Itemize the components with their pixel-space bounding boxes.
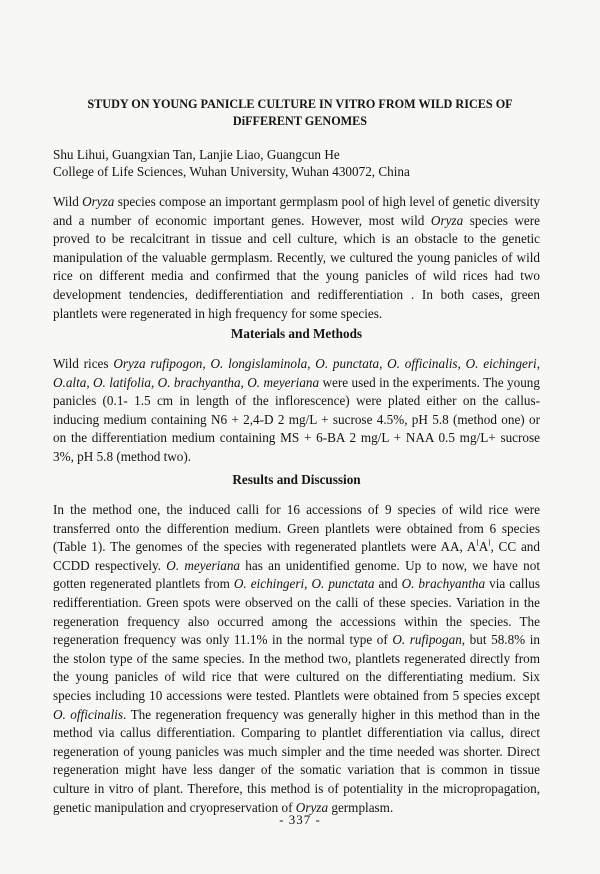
genome-superscript: l — [488, 538, 491, 548]
species-name: O. rufipogan — [392, 632, 462, 648]
title-line-2: DiFFERENT GENOMES — [232, 114, 368, 128]
results-text: has an unidentified genome. Up to now, we have not gotten regenerated plantlets from — [53, 557, 540, 592]
results-text: via callus redifferentiation. Green spots were observed on the calli of these species. Variation in the regeneration frequency also occurred among the accessions within the species. The regeneration frequency was only 11.1% in the normal type of — [53, 576, 540, 648]
species-name: O. meyeriana — [166, 557, 241, 573]
author-affiliation: College of Life Sciences, Wuhan University, Wuhan 430072, China — [53, 164, 410, 179]
abstract-text: species were proved to be recalcitrant in tissue and cell culture, which is an obstacle to the genetic manipulation of the valuable germplasm. Recently, we cultured the young panicles of wild rice on different media and confirmed that the young panicles of wild rices had two development tendencies, dedifferentiation and redifferentiation . In both cases, green plantlets were regenerated in high frequency for some species. — [53, 212, 541, 321]
abstract-paragraph — [53, 193, 540, 323]
materials-heading: Materials and Methods — [230, 326, 363, 341]
results-text: , but 58.8% in the stolon type of the same species. In the method two, plantlets regenerated directly from the young panicles of wild rice that were cultured on the differentiating medium. Six species including 10 accessions were tested. Plantlets were obtained from 5 species except — [53, 632, 541, 703]
species-name: O. eichingeri, O. punctata — [233, 576, 375, 592]
results-heading: Results and Discussion — [232, 472, 361, 487]
materials-text: Wild rices — [53, 356, 114, 371]
species-name: O. officinalis — [53, 706, 124, 722]
results-text: and — [374, 576, 402, 592]
materials-paragraph — [53, 355, 540, 467]
author-block — [53, 146, 553, 180]
abstract-italic: Oryza — [430, 212, 464, 228]
species-name: O. brachyantha — [401, 576, 486, 592]
results-text: . The regeneration frequency was generally higher in this method than in the method via callus differentiation. Comparing to plantlet differentiation via callus, direct regeneration of young panicles was much simpler and the time needed was shorter. Direct regeneration might have less danger of the somatic variation that is common in tissue culture in vitro of plant. Therefore, this method is of potentiality in the micropropagation, genetic manipulation and cryopreservation of — [53, 706, 540, 815]
genus-name: Oryza — [295, 799, 329, 815]
materials-text: were used in the experiments. The young panicles (0.1- 1.5 cm in length of the inflorescence) were plated either on the callus-inducing medium containing N6 + 2,4-D 2 mg/L + sucrose 4.5%, pH 5.8 (method one) or on the differentiation medium containing MS + 6-BA 2 mg/L + NAA 0.5 mg/L+ sucrose 3%, pH 5.8 (method two). — [53, 374, 540, 464]
abstract-text: Wild — [53, 194, 83, 209]
page-number: - 337 - — [279, 812, 321, 827]
paper-title — [40, 96, 560, 130]
results-text: A — [478, 539, 489, 555]
abstract-italic: Oryza — [82, 194, 115, 209]
genome-superscript: l — [476, 538, 479, 548]
results-text: germplasm. — [328, 799, 394, 815]
results-text: In the method one, the induced calli for 16 accessions of 9 species of wild rice were transferred onto the differention medium. Green plantlets were obtained from 6 species (Table 1). The genomes of the species with regenerated plantlets were AA, A — [53, 502, 540, 555]
results-paragraph — [53, 501, 540, 817]
species-list: Oryza rufipogon, O. longislaminola, O. punctata, O. officinalis, O. eichingeri, O.alta, O. latifolia, O. brachyantha, O. meyeriana — [53, 356, 540, 390]
title-line-1: STUDY ON YOUNG PANICLE CULTURE IN VITRO FROM WILD RICES OF — [87, 97, 513, 111]
abstract-text: species compose an important germplasm pool of high level of genetic diversity and a number of economic important genes. However, most wild — [53, 194, 540, 228]
results-text: , CC and CCDD respectively. — [53, 539, 540, 573]
author-names: Shu Lihui, Guangxian Tan, Lanjie Liao, Guangcun He — [53, 147, 340, 162]
